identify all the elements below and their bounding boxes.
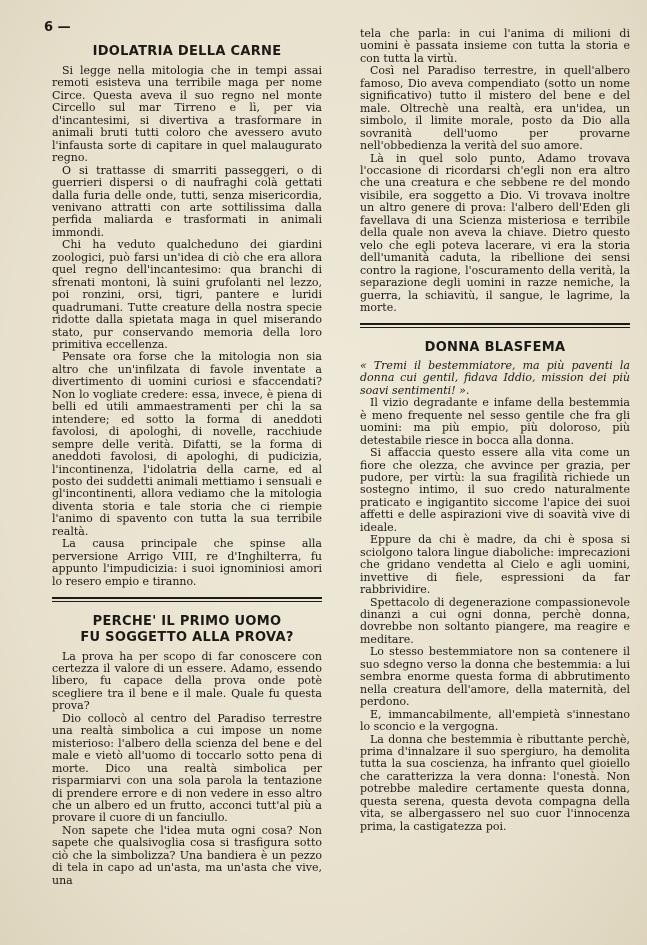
paragraph: Spettacolo di degenerazione compassionevole dinanzi a cui ogni donna, perchè donna, dovrebbe non soltanto piangere, ma reagire e meditare. [360, 595, 630, 646]
paragraph: Dio collocò al centro del Paradiso terrestre una realtà simbolica a cui impose un nome misterioso: l'albero della scienza del bene e del male e vietò all'uomo di toccarlo sotto pena di morte. Dico una realtà simbolica per risparmiarvi con una sola parola la tentazione di prendere errore e di non vedere in esso altro che un albero ed un frutto, acconci tutt'al più a provare il cuore di un fanciullo. [52, 711, 322, 825]
paragraph: Chi ha veduto qualcheduno dei giardini zoologici, può farsi un'idea di ciò che era allora quel regno dell'incantesimo: qua branchi di sfrenati montoni, là suini grufolanti nel lezzo, poi ronzini, orsi, tigri, pantere e luridi quadrumani. Tutte creature della nostra specie ridotte dalla spietata maga in quel miserando stato, pur conservando memoria della loro primitiva eccellenza. [52, 238, 322, 351]
paragraph: Così nel Paradiso terrestre, in quell'albero famoso, Dio aveva compendiato (sotto un nome significativo) tutto il mistero del bene e del male. Oltrechè una realtà, era un'idea, un simbolo, il limite morale, posto da Dio alla sovranità dell'uomo per provarne nell'obbedienza la verità del suo amore. [360, 64, 630, 153]
left-column [52, 44, 322, 887]
paragraph: Il vizio degradante e infame della bestemmia è meno frequente nel sesso gentile che fra gli uomini: ma più empio, più doloroso, più detestabile riesce in bocca alla donna. [360, 396, 630, 447]
paragraph: Pensate ora forse che la mitologia non sia altro che un'infilzata di favole inventate a divertimento di uomini curiosi e sfaccendati? Non lo vogliate credere: essa, invece, è piena di belli ed utili ammaestramenti per chi la sa intendere; ed sotto la forma di aneddoti favolosi, di apologhi, di novelle, racchiude sempre delle verità. Difatti, se la forma di aneddoti favolosi, di apologhi, di pudicizia, l'incontinenza, l'idolatria della carne, ed al posto dei suddetti animali mettiamo i sensuali e gl'incontinenti, allora vediamo che la mitologia diventa storia e tale storia che ci riempie l'animo di spavento con tutta la sua terribile realtà. [52, 350, 322, 538]
paragraph: Si legge nella mitologia che in tempi assai remoti esisteva una terribile maga per nome Circe. Questa aveva il suo regno nel monte Circello sul mar Tirreno e lì, per via d'incantesimi, si divertiva a trasformare in animali bruti tutti coloro che avessero avuto l'infausta sorte di capitare in quel malaugurato regno. [52, 64, 322, 165]
right-column [360, 28, 630, 833]
paragraph: E, immancabilmente, all'empietà s'innestano lo sconcio e la vergogna. [360, 707, 630, 734]
section-divider [52, 597, 322, 602]
paragraph: La donna che bestemmia è ributtante perchè, prima d'innalzare il suo spergiuro, ha demolita tutta la sua coscienza, ha infranto quel gioiello che caratterizza la vera donna: l'onestà. Non potrebbe maledire certamente questa donna, questa serena, questa devota compagna della vita, se albergassero nel suo cuor l'innocenza prima, la castigatezza poi. [360, 732, 630, 833]
page-number: 6 — [44, 20, 71, 35]
title-line: PERCHE' IL PRIMO UOMO [92, 613, 282, 629]
paragraph: La prova ha per scopo di far conoscere con certezza il valore di un essere. Adamo, essendo libero, fu capace della prova onde potè scegliere tra il bene e il male. Quale fu questa prova? [52, 649, 322, 713]
epigraph: « Tremi il bestemmiatore, ma più paventi la donna cui gentil, fidava Iddio, mission dei più soavi sentimenti! ». [360, 358, 630, 397]
paragraph: Là in quel solo punto, Adamo trovava l'occasione di ricordarsi ch'egli non era altro che una creatura e che sebbene re del mondo visibile, era soggetto a Dio. Vi trovava inoltre un altro genere di prova: l'albero dell'Eden gli favellava di una Scienza misteriosa e terribile della quale non aveva la chiave. Dietro questo velo che egli poteva lacerare, vi era la storia dell'umanità caduta, la ribellione dei sensi contro la ragione, l'oscuramento della verità, la separazione degli uomini in razze nemiche, la guerra, la schiavitù, il sangue, le lagrime, la morte. [360, 151, 630, 314]
paragraph: O si trattasse di smarriti passeggeri, o di guerrieri dispersi o di naufraghi colà gettati dalla furia delle onde, tutti, senza misericordia, venivano attratti con arte sottilissima dalla perfida maliarda e trasformati in animali immondi. [52, 163, 322, 239]
title-line: FU SOGGETTO ALLA PROVA? [80, 629, 294, 645]
article-title-idolatria: IDOLATRIA DELLA CARNE [92, 44, 282, 59]
paragraph: Si affaccia questo essere alla vita come un fiore che olezza, che avvince per grazia, per pudore, per virtù: la sua fragilità richiede un sostegno intimo, il suo credo naturalmente praticato e ingigantito siccome l'apice dei suoi affetti e delle aspirazioni vive di soavità vive di ideale. [360, 446, 630, 534]
paragraph: La causa principale che spinse alla perversione Arrigo VIII, re d'Inghilterra, fu appunto l'impudicizia: i suoi ignominiosi amori lo resero empio e tiranno. [52, 537, 322, 588]
paragraph: Lo stesso bestemmiatore non sa contenere il suo sdegno verso la donna che bestemmia: a lui sembra enorme questa forma di abbrutimento nella creatura dell'amore, della maternità, del perdono. [360, 645, 630, 709]
article-title-prova [52, 614, 322, 646]
paragraph-continuation: tela che parla: in cui l'anima di milioni di uomini è passata insieme con tutta la storia e con tutta la virtù. [360, 27, 630, 65]
section-divider [360, 323, 630, 328]
article-title-donna-blasfema: DONNA BLASFEMA [424, 339, 566, 355]
paragraph: Non sapete che l'idea muta ogni cosa? Non sapete che qualsivoglia cosa si trasfigura sotto ciò che la simbolizza? Una bandiera è un pezzo di tela in capo ad un'asta, ma un'asta che vive, una [52, 823, 322, 887]
paragraph: Eppure da chi è madre, da chi è sposa si sciolgono talora lingue diaboliche: imprecazioni che gridano vendetta al Cielo e agli uomini, invettive di fiele, espressioni da far rabbrividire. [360, 533, 630, 597]
